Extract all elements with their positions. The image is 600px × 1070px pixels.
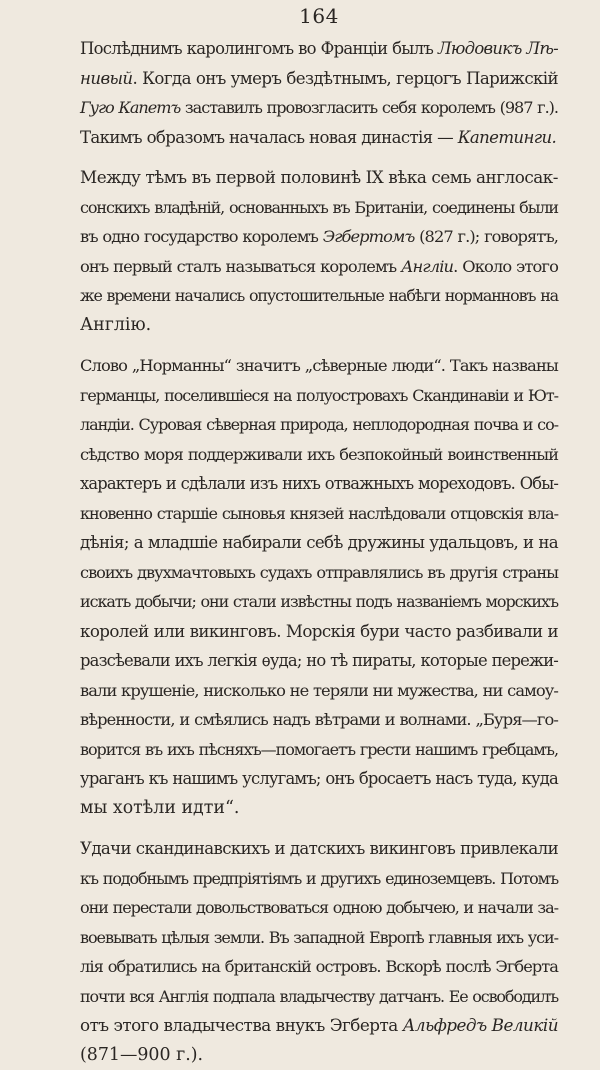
page-number: 164 xyxy=(80,0,558,34)
text-line xyxy=(80,558,558,588)
paragraph xyxy=(80,34,558,152)
text-line xyxy=(80,440,558,470)
text-run: ворится въ ихъ пѣсняхъ—помогаетъ грести нашимъ гребцамъ, xyxy=(80,740,558,759)
text-line xyxy=(80,93,558,123)
italic-name: Людовикъ Лѣ- xyxy=(438,39,558,58)
text-run: воевывать цѣлыя земли. Въ западной Европѣ главныя ихъ уси- xyxy=(80,928,558,947)
text-line xyxy=(80,952,558,982)
italic-name: Гуго Капетъ xyxy=(80,98,180,117)
text-run: разсѣевали ихъ легкія ѳуда; но тѣ пираты, которые пережи- xyxy=(80,651,558,670)
text-run: Между тѣмъ въ первой половинѣ IX вѣка семь англосак- xyxy=(80,167,558,187)
text-line xyxy=(80,646,558,676)
text-run: сѣдство моря поддерживали ихъ безпокойный воинственный xyxy=(80,445,558,464)
paragraph xyxy=(80,351,558,823)
text-run: искать добычи; они стали извѣстны подъ названіемъ морскихъ xyxy=(80,592,558,611)
text-run: Такимъ образомъ началась новая династія — xyxy=(80,128,458,147)
text-run: Слово „Норманны“ значитъ „сѣверные люди“. Такъ названы xyxy=(80,356,558,375)
text-line xyxy=(80,794,558,824)
text-run: вѣренности, и смѣялись надъ вѣтрами и волнами. „Буря—го- xyxy=(80,710,558,729)
text-run: (871—900 г.). xyxy=(80,1045,203,1065)
text-run: къ подобнымъ предпріятіямъ и другихъ единоземцевъ. Потомъ xyxy=(80,869,558,888)
text-line xyxy=(80,528,558,558)
text-line xyxy=(80,617,558,647)
text-line xyxy=(80,864,558,894)
italic-name: Англіи xyxy=(401,257,453,276)
text-run: сонскихъ владѣній, основанныхъ въ Британіи, соединены были xyxy=(80,198,558,217)
text-run: они перестали довольствоваться одною добычею, и начали за- xyxy=(80,898,558,917)
text-run: ландіи. Суровая сѣверная природа, неплодородная почва и со- xyxy=(80,415,558,434)
text-run: . Когда онъ умеръ бездѣтнымъ, герцогъ Парижскій xyxy=(133,69,558,88)
text-line xyxy=(80,676,558,706)
text-line xyxy=(80,222,558,252)
text-line xyxy=(80,1041,558,1070)
text-run: дѣнія; а младшіе набирали себѣ дружины удальцовъ, и на xyxy=(80,533,558,552)
italic-name: Капетинги. xyxy=(458,128,556,147)
text-run: кновенно старшіе сыновья князей наслѣдовали отцовскія вла- xyxy=(80,504,558,523)
text-line xyxy=(80,34,558,64)
text-line xyxy=(80,893,558,923)
text-run: королей или викинговъ. Морскія бури часто разбивали и xyxy=(80,622,558,641)
text-line xyxy=(80,123,558,153)
text-run: почти вся Англія подпала владычеству датчанъ. Ее освободилъ xyxy=(80,987,558,1006)
text-line xyxy=(80,587,558,617)
text-run: онъ первый сталъ называться королемъ xyxy=(80,257,401,276)
text-line xyxy=(80,764,558,794)
text-run: характеръ и сдѣлали изъ нихъ отважныхъ мореходовъ. Обы- xyxy=(80,474,558,493)
text-line xyxy=(80,311,558,341)
text-run: ураганъ къ нашимъ услугамъ; онъ бросаетъ насъ туда, куда xyxy=(80,769,558,788)
text-line xyxy=(80,193,558,223)
text-line xyxy=(80,469,558,499)
text-line xyxy=(80,923,558,953)
text-line xyxy=(80,982,558,1012)
text-line xyxy=(80,705,558,735)
text-line xyxy=(80,252,558,282)
text-run: же времени начались опустошительные набѣги норманновъ на xyxy=(80,286,558,305)
text-line xyxy=(80,735,558,765)
text-run: (827 г.); говорятъ, xyxy=(414,227,558,246)
text-line xyxy=(80,381,558,411)
text-line xyxy=(80,410,558,440)
text-line xyxy=(80,281,558,311)
text-line xyxy=(80,163,558,193)
paragraph xyxy=(80,163,558,340)
text-run: заставилъ провозгласить себя королемъ (987 г.). xyxy=(180,98,558,117)
text-line xyxy=(80,499,558,529)
text-body xyxy=(80,34,558,1070)
text-run: мы хотѣли идти“. xyxy=(80,798,239,818)
text-run: вали крушеніе, нисколько не теряли ни мужества, ни самоу- xyxy=(80,681,558,700)
text-line xyxy=(80,64,558,94)
text-run: въ одно государство королемъ xyxy=(80,227,323,246)
text-run: . Около этого xyxy=(453,257,558,276)
text-run: отъ этого владычества внукъ Эгберта xyxy=(80,1015,403,1035)
italic-name: Эгбертомъ xyxy=(323,227,415,246)
text-run: лія обратились на британскій островъ. Вскорѣ послѣ Эгберта xyxy=(80,957,558,976)
paragraph xyxy=(80,834,558,1070)
italic-name: Альфредъ Великій xyxy=(403,1015,558,1035)
text-line xyxy=(80,1011,558,1041)
text-run: Англію. xyxy=(80,315,151,335)
text-run: Удачи скандинавскихъ и датскихъ викинговъ привлекали xyxy=(80,839,558,858)
text-run: своихъ двухмачтовыхъ судахъ отправлялись въ другія страны xyxy=(80,563,558,582)
italic-name: нивый xyxy=(80,69,133,88)
text-run: германцы, поселившіеся на полуостровахъ Скандинавіи и Ют- xyxy=(80,386,558,405)
text-run: Послѣднимъ каролингомъ во Франціи былъ xyxy=(80,39,438,58)
text-line xyxy=(80,351,558,381)
text-line xyxy=(80,834,558,864)
